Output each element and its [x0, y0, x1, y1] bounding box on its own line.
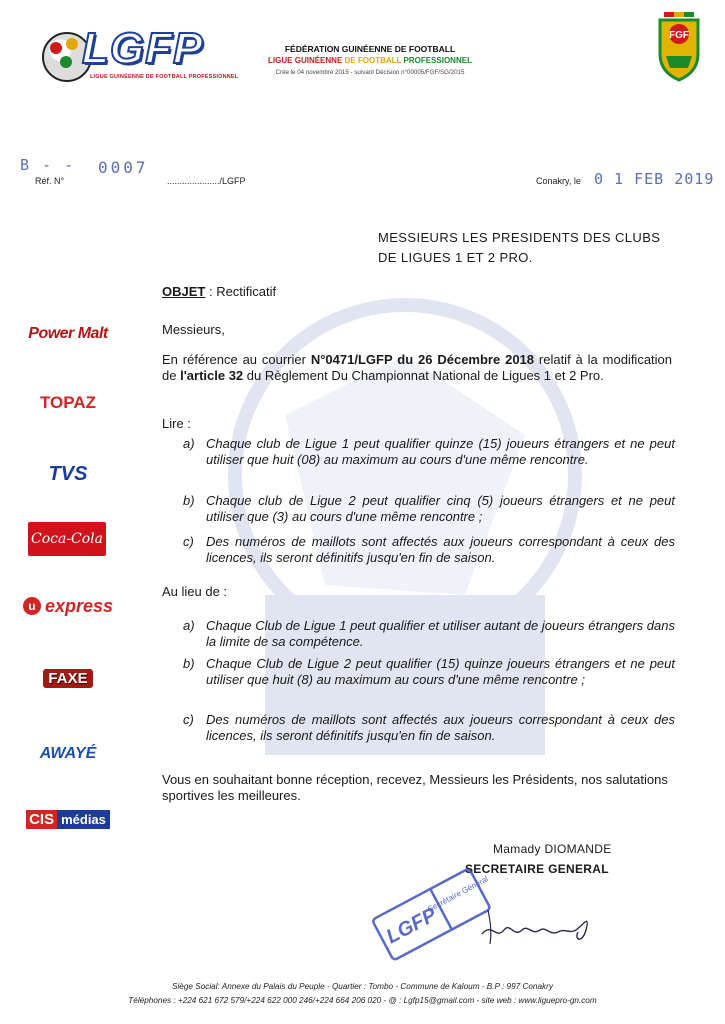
sponsor-awaye-logo: AWAYÉ — [39, 745, 97, 762]
sponsor-tvs-logo: TVS — [48, 462, 88, 485]
handwritten-signature — [478, 900, 608, 960]
stamp-text: LGFP — [382, 903, 441, 949]
recipient-line-1: MESSIEURS LES PRESIDENTS DES CLUBS — [378, 230, 661, 245]
sponsor-topaz-logo: TOPAZ — [39, 393, 97, 412]
signatory-title: SECRETAIRE GENERAL — [465, 862, 609, 876]
greeting: Messieurs, — [162, 322, 225, 337]
au-lieu-item: a) Chaque Club de Ligue 1 peut qualifier et utiliser autant de joueurs étrangers dans la limite de sa compétence. — [183, 618, 675, 649]
lire-item: b) Chaque club de Ligue 2 peut qualifier cinq (5) joueurs étrangers et ne peut utiliser que (3) au cours d'une même rencontre ; — [183, 493, 675, 524]
reference-number: 0007 — [98, 158, 149, 177]
object-value: Rectificatif — [216, 284, 277, 299]
date-stamp: 0 1 FEB 2019 — [594, 170, 715, 188]
au-lieu-item: b) Chaque Club de Ligue 2 peut qualifier (15) quinze joueurs étrangers et ne peut utiliser que huit (8) au maximum au cours d'une même rencontre ; — [183, 656, 675, 687]
reference-suffix: ...................../LGFP — [167, 176, 246, 186]
fgf-logo — [658, 12, 700, 82]
date-label: Conakry, le — [536, 176, 581, 186]
stamp-side-text: Secrétaire Général — [426, 874, 490, 914]
object-line — [162, 284, 276, 299]
sponsor-cis-medias-logo: CIS médias — [22, 808, 114, 830]
object-separator: : — [205, 284, 217, 299]
recipient-block — [378, 228, 660, 268]
u-icon: u — [23, 597, 41, 615]
lire-heading: Lire : — [162, 416, 191, 431]
footer-address: Siège Social: Annexe du Palais du Peuple - Quartier : Tombo - Commune de Kaloum - B.P : 997 Conakry — [172, 982, 553, 991]
intro-reference: N°0471/LGFP du 26 Décembre 2018 — [310, 352, 535, 367]
federation-name: FÉDÉRATION GUINÉENNE DE FOOTBALL — [284, 44, 456, 54]
lgfp-logo — [42, 18, 239, 88]
intro-paragraph: En référence au courrier N°0471/LGFP du 26 Décembre 2018 relatif à la modification de l'article 32 du Règlement Du Championnat National de Ligues 1 et 2 Pro. — [162, 352, 673, 383]
lire-item: a) Chaque club de Ligue 1 peut qualifier quinze (15) joueurs étrangers et ne peut utiliser que huit (08) au maximum au cours d'une même rencontre. — [183, 436, 675, 467]
recipient-line-2: DE LIGUES 1 ET 2 PRO. — [378, 250, 533, 265]
sponsor-coca-cola-logo: Coca-Cola — [28, 522, 106, 556]
logo-subtitle: LIGUE GUINÉENNE DE FOOTBALL PROFESSIONNEL — [90, 74, 239, 80]
closing-paragraph: Vous en souhaitant bonne réception, recevez, Messieurs les Présidents, nos salutations sportives les meilleures. — [162, 772, 668, 803]
official-stamp — [368, 852, 493, 977]
reference-stamp-prefix: B - - — [20, 156, 76, 174]
creation-note: Crée le 04 novembre 2015 - suivant Décision n°00005/FGF/SG/2015 — [275, 69, 465, 76]
au-lieu-heading: Au lieu de : — [162, 584, 228, 599]
object-label: OBJET — [162, 284, 206, 299]
fgf-logo-text: FGF — [669, 30, 689, 41]
signatory-name: Mamady DIOMANDE — [493, 842, 612, 856]
sponsor-u-express-logo: u express — [22, 592, 114, 620]
reference-label: Réf. N° — [35, 176, 65, 186]
league-name: LIGUE GUINÉENNE DE FOOTBALL PROFESSIONNEL — [268, 56, 472, 65]
au-lieu-item: c) Des numéros de maillots sont affectés aux joueurs correspondant à ceux des licences, ils seront définitifs jusqu'en fin de saison. — [183, 712, 675, 743]
logo-text: LGFP — [82, 24, 204, 73]
intro-article: l'article 32 — [180, 368, 244, 383]
lire-item: c) Des numéros de maillots sont affectés aux joueurs correspondant à ceux des licences, ils seront définitifs jusqu'en fin de saison. — [183, 534, 675, 565]
sponsor-power-malt-logo: Power Malt — [28, 325, 108, 342]
sponsor-faxe-logo: FAXE — [22, 655, 114, 701]
footer-contacts: Téléphones : +224 621 672 579/+224 622 000 246/+224 664 206 020 - @ : Lgfp15@gmail.com - site web : www.liguepro-gn.com — [128, 996, 597, 1005]
